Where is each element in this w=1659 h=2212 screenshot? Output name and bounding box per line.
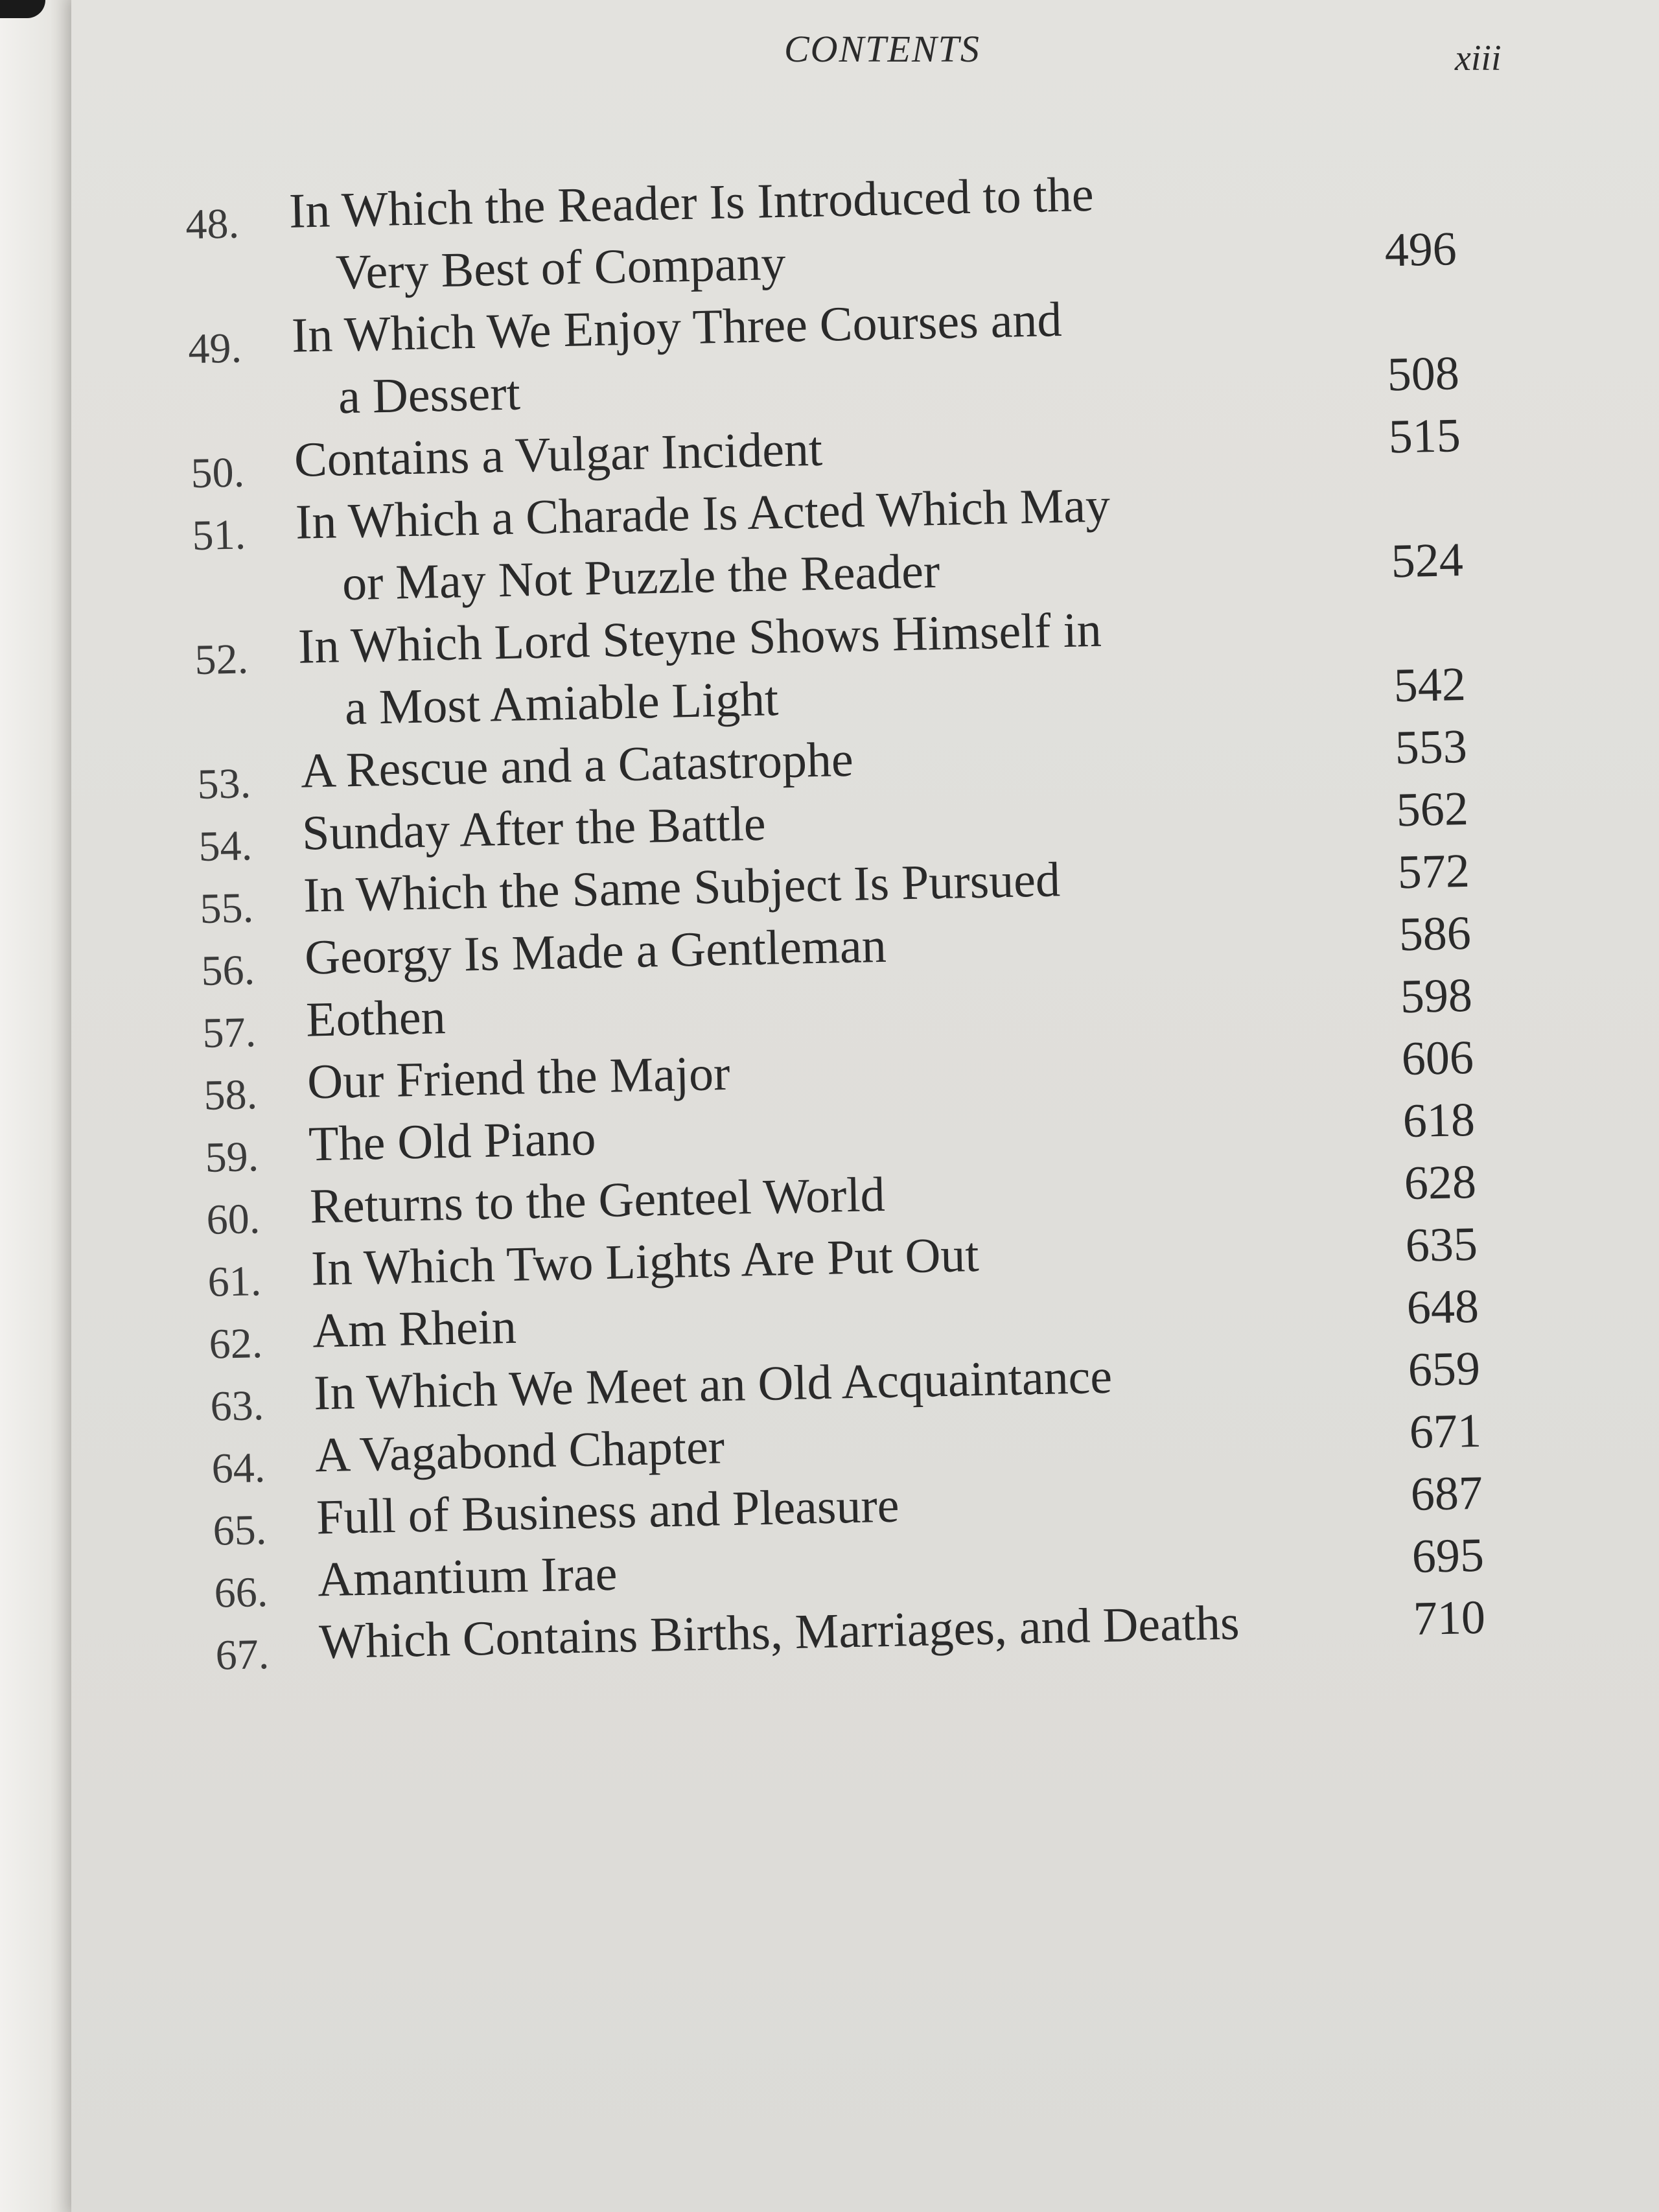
chapter-number: 50. (190, 448, 245, 498)
chapter-page: 671 (1409, 1404, 1482, 1460)
chapter-page: 515 (1387, 409, 1461, 464)
chapter-number: 63. (209, 1382, 264, 1430)
chapter-title-line: Very Best of Company (335, 235, 787, 300)
chapter-page: 542 (1393, 657, 1467, 713)
chapter-title-line: A Vagabond Chapter (314, 1419, 725, 1483)
chapter-title-line: In Which Two Lights Are Put Out (310, 1227, 980, 1296)
chapter-number: 57. (202, 1008, 257, 1057)
chapter-page: 710 (1413, 1590, 1486, 1646)
chapter-number: 67. (215, 1630, 270, 1679)
chapter-number: 55. (199, 884, 254, 933)
chapter-number: 65. (212, 1506, 267, 1555)
chapter-title-line: A Rescue and a Catastrophe (300, 732, 854, 798)
chapter-number: 58. (203, 1071, 258, 1119)
chapter-number: 48. (185, 200, 240, 249)
chapter-page: 618 (1402, 1093, 1476, 1148)
chapter-page: 648 (1406, 1279, 1479, 1335)
chapter-number: 62. (208, 1320, 263, 1368)
running-head: CONTENTS (784, 28, 980, 70)
chapter-title-line: or May Not Puzzle the Reader (342, 543, 941, 611)
chapter-page: 628 (1403, 1155, 1477, 1211)
chapter-page: 572 (1397, 844, 1470, 900)
chapter-number: 66. (213, 1568, 268, 1617)
table-of-contents (55, 152, 1659, 1678)
chapter-page: 687 (1410, 1466, 1483, 1522)
chapter-title-line: In Which We Enjoy Three Courses and (291, 292, 1063, 363)
chapter-number: 53. (196, 760, 251, 808)
chapter-title-line: a Dessert (338, 366, 521, 425)
chapter-page: 659 (1408, 1342, 1481, 1397)
chapter-number: 54. (198, 822, 253, 870)
chapter-title-line: In Which the Same Subject Is Pursued (303, 852, 1061, 923)
chapter-page: 553 (1394, 719, 1468, 775)
chapter-page: 606 (1400, 1030, 1474, 1086)
chapter-number: 61. (207, 1257, 262, 1306)
page-number: xiii (1455, 38, 1502, 78)
chapter-page: 598 (1399, 968, 1473, 1024)
chapter-title-line: Georgy Is Made a Gentleman (304, 918, 887, 985)
chapter-title-line: a Most Amiable Light (344, 671, 780, 736)
chapter-title-line: In Which We Meet an Old Acquaintance (313, 1349, 1113, 1421)
chapter-title-line: Which Contains Births, Marriages, and Deaths (318, 1595, 1240, 1670)
chapter-title-line: The Old Piano (308, 1111, 597, 1172)
chapter-page: 496 (1384, 222, 1457, 277)
chapter-title-line: In Which the Reader Is Introduced to the (288, 167, 1095, 239)
chapter-page: 635 (1405, 1217, 1478, 1273)
chapter-page: 695 (1411, 1528, 1485, 1584)
chapter-title-line: Full of Business and Pleasure (316, 1478, 900, 1545)
chapter-number: 56. (200, 946, 255, 995)
chapter-number: 51. (191, 511, 246, 560)
chapter-page: 508 (1386, 347, 1460, 402)
chapter-number: 49. (187, 324, 242, 373)
book-page (71, 0, 1659, 2212)
chapter-number: 59. (204, 1133, 259, 1182)
chapter-number: 60. (205, 1195, 261, 1244)
chapter-title-line: Am Rhein (312, 1299, 517, 1358)
chapter-title-line: In Which a Charade Is Acted Which May (295, 478, 1111, 550)
chapter-title-line: Sunday After the Battle (301, 796, 767, 861)
chapter-title-line: Eothen (305, 990, 447, 1047)
chapter-title-line: Our Friend the Major (307, 1045, 731, 1110)
chapter-page: 562 (1395, 782, 1469, 837)
chapter-page: 524 (1390, 533, 1464, 588)
chapter-title-line: Contains a Vulgar Incident (294, 421, 823, 487)
chapter-title-line: Amantium Irae (317, 1546, 618, 1607)
chapter-title-line: In Which Lord Steyne Shows Himself in (297, 602, 1102, 674)
chapter-title-line: Returns to the Genteel World (309, 1167, 886, 1234)
chapter-page: 586 (1398, 906, 1472, 962)
chapter-number: 52. (194, 635, 249, 684)
chapter-number: 64. (211, 1444, 266, 1493)
